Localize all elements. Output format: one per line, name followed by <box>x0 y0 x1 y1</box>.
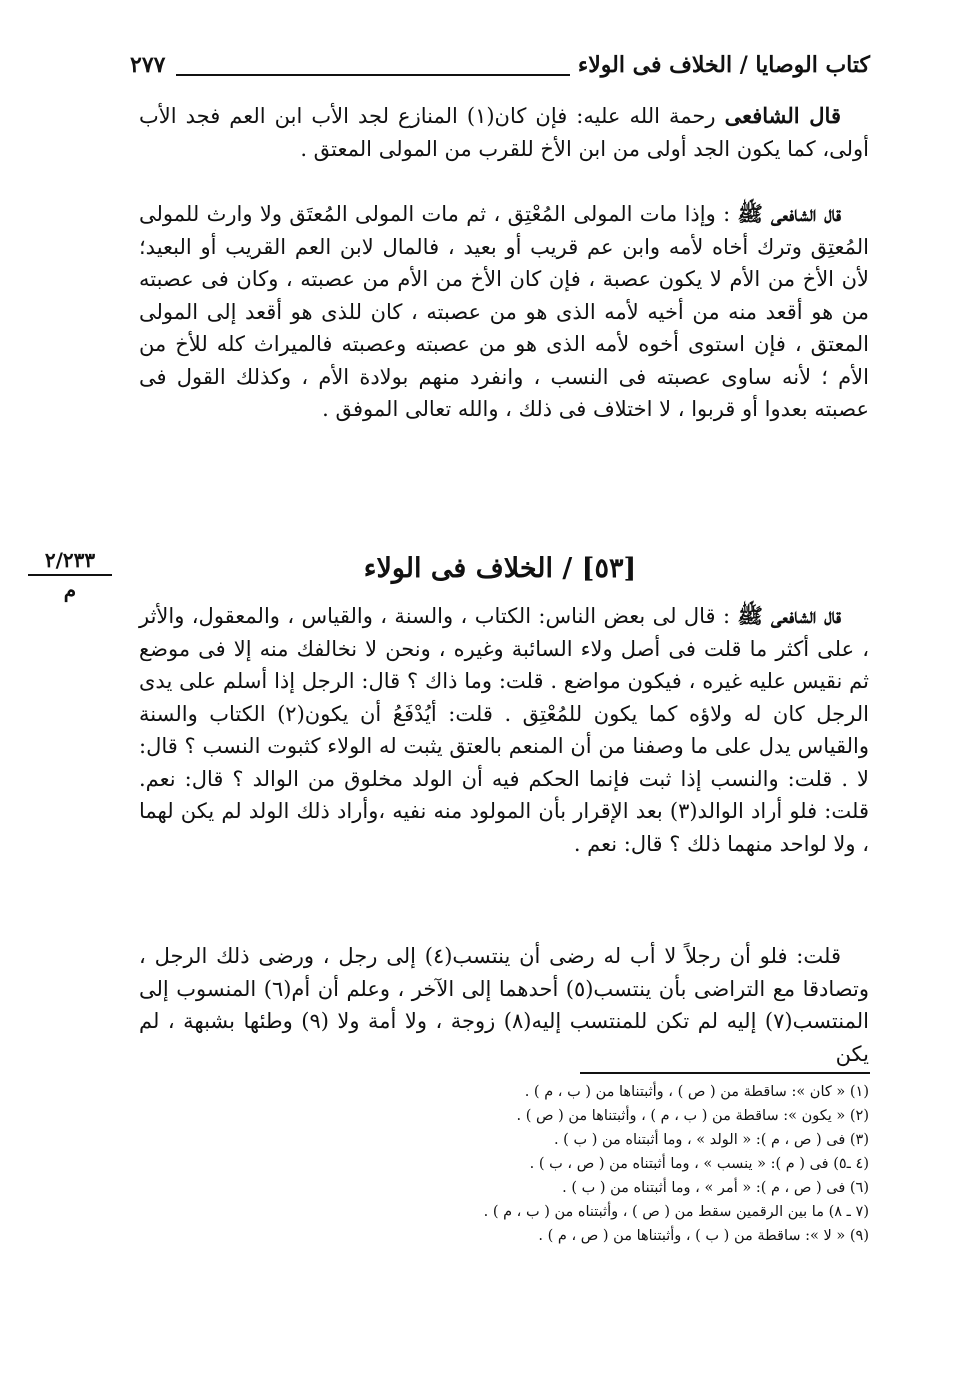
paragraph-3 <box>139 600 869 860</box>
footnotes <box>369 1080 869 1248</box>
paragraph-3-lead: قال الشافعى ﷺ <box>737 603 841 628</box>
footnote: (٦) فى ( ص ، م ): « أمر » ، وما أثبتناه من ( ب ) . <box>562 1180 869 1196</box>
paragraph-1-text: رحمة الله عليه: فإن كان(١) المنازع لجد الأب ابن العم فجد الأب أولى، كما يكون الجد أولى من ابن الأخ للقرب من المولى المعتق . <box>139 104 869 161</box>
running-header <box>130 52 870 88</box>
margin-reference-volume-page: ٢/٢٣٣ <box>28 548 112 576</box>
footnote: (٣) فى ( ص ، م ): « الولد » ، وما أثبتناه من ( ب ) . <box>553 1132 869 1148</box>
paragraph-2-lead: قال الشافعى ﷺ <box>737 201 841 226</box>
paragraph-1-lead: قال الشافعى <box>724 103 841 128</box>
footnote: (٢) « يكون »: ساقطة من ( ب ، م ) ، وأثبتناها من ( ص ) . <box>516 1108 869 1124</box>
footnote-rule <box>580 1072 870 1074</box>
paragraph-4-text: قلت: فلو أن رجلاً لا أب له رضى أن ينتسب(٤) إلى رجل ، ورضى ذلك الرجل ، وتصادقا مع التراضى بأن ينتسب(٥) أحدهما إلى الآخر ، وعلم أن أم(٦) المنسوب إلى المنتسب(٧) إليه لم تكن للمنتسب إليه(٨) زوجة ، ولا أمة ولا (٩) وطئها بشبهة ، لم يكن <box>139 944 869 1066</box>
paragraph-1 <box>139 100 869 165</box>
footnote: (٩) « لا »: ساقطة من ( ب ) ، وأثبتناها من ( ص ، م ) . <box>538 1228 869 1244</box>
footnote: (٧ ـ ٨) ما بين الرقمين سقط من ( ص ) ، وأثبتناه من ( ب ، م ) . <box>483 1204 869 1220</box>
running-title: كتاب الوصايا / الخلاف فى الولاء <box>577 52 870 78</box>
paragraph-4 <box>139 940 869 1070</box>
paragraph-2 <box>139 198 869 426</box>
page-number: ٢٧٧ <box>130 52 166 78</box>
section-heading: [٥٣] / الخلاف فى الولاء <box>363 553 637 584</box>
margin-reference-manuscript: م <box>63 578 77 602</box>
footnote: (٤ ـ٥) فى ( م ): « ينسب » ، وما أثبتناه من ( ص ، ب ) . <box>529 1156 869 1172</box>
header-rule <box>176 74 570 76</box>
margin-reference <box>28 548 112 602</box>
paragraph-2-text: : وإذا مات المولى المُعْتِق ، ثم مات المولى المُعتَق ولا وارث للمولى المُعتِق وترك أخاه لأمه وابن عم قريب أو بعيد ، فالمال لابن العم القريب أو البعيد؛ لأن الأخ من الأم لا يكون عصبة ، فإن كان الأخ من الأم من عصبته ، وكان فى عصبته من هو أقعد منه من أخيه لأمه الذى هو من عصبته ، كان للذى هو أقعد إلى المولى المعتق ، فإن استوى أخوه لأمه الذى هو من عصبته وعصبته فالميراث كله للأخ من الأم ؛ لأنه ساوى عصبته فى النسب ، وانفرد منهم بولادة الأم ، وكذلك القول فى عصبته بعدوا أو قربوا ، لا اختلاف فى ذلك ، والله تعالى الموفق . <box>139 202 869 421</box>
paragraph-3-text: : قال لى بعض الناس: الكتاب ، والسنة ، والقياس ، والمعقول، والأثر ، على أكثر ما قلت فى أصل ولاء السائبة وغيره ، ونحن لا نخالفك منه إلا فى موضع ثم نقيس عليه غيره ، فيكون مواضع . قلت: وما ذاك ؟ قال: الرجل إذا أسلم على يدى الرجل كان له ولاؤه كما يكون للمُعْتِق . قلت: أيُدْفَعُ أن يكون(٢) الكتاب والسنة والقياس يدل على ما وصفنا من أن المنعم بالعتق يثبت له الولاء كثبوت النسب ؟ قال: لا . قلت: والنسب إذا ثبت فإنما الحكم فيه أن الولد مخلوق من الوالد ؟ قال: نعم. قلت: فلو أراد الوالد(٣) بعد الإقرار بأن المولود منه نفيه ،وأراد ذلك الولد لم يكن لهما ، ولا لواحد منهما ذلك ؟ قال: نعم . <box>139 604 869 856</box>
footnote: (١) « كان »: ساقطة من ( ص ) ، وأثبتناها من ( ب ، م ) . <box>524 1084 869 1100</box>
